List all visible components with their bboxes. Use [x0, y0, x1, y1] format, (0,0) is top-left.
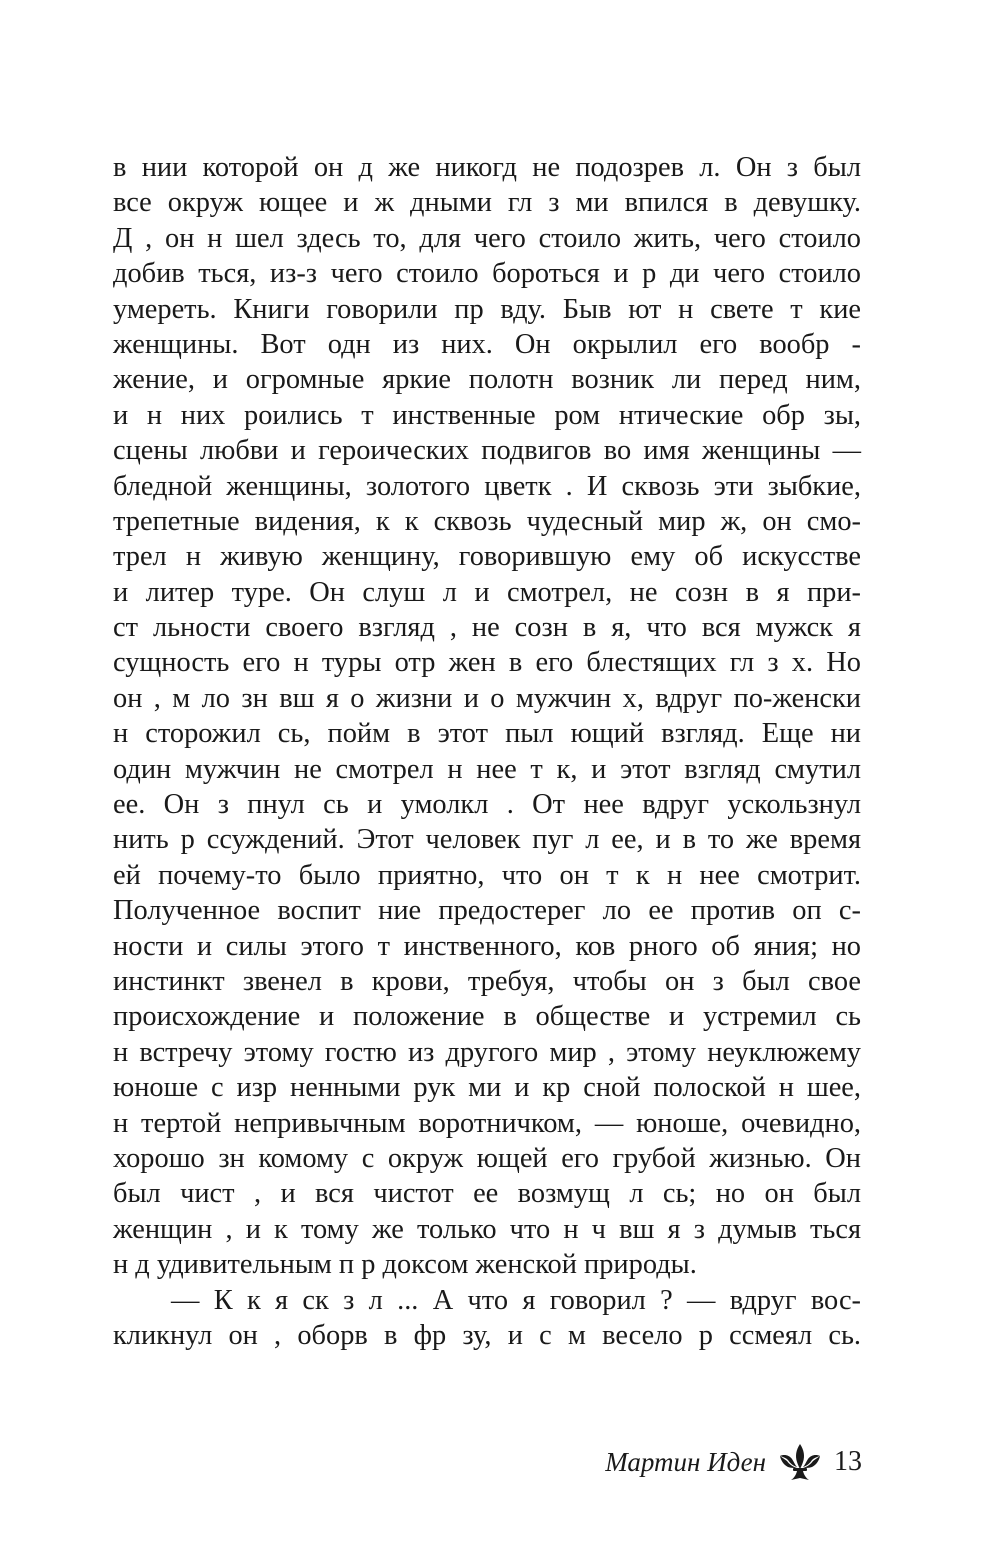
- text-line: в нии которой он д же никогд не подозрев л. Он з был: [113, 152, 861, 183]
- text-line: юноше с изр ненными рук ми и кр сной полоской н шее,: [113, 1072, 861, 1104]
- text-line: кликнул он , оборв в фр зу, и с м весело р ссмеял сь.: [113, 1319, 861, 1351]
- text-line: трепетные видения, к к сквозь чудесный мир ж, он смо-: [113, 505, 861, 537]
- dialogue-line: — К к я ск з л ... А что я говорил ? — вдруг вос-: [171, 1284, 861, 1316]
- text-line: н тертой непривычным воротничком, — юноше, очевидно,: [113, 1107, 861, 1139]
- text-line: Д , он н шел здесь то, для чего стоило жить, чего стоило: [113, 222, 861, 254]
- text-line: сцены любви и героических подвигов во имя женщины —: [113, 435, 861, 467]
- text-line: женщины. Вот одн из них. Он окрылил его вообр -: [113, 328, 861, 360]
- text-line: н встречу этому гостю из другого мир , этому неуклюжему: [113, 1036, 861, 1068]
- text-line: сущность его н туры отр жен в его блестящих гл з х. Но: [113, 647, 861, 679]
- paragraph-end-line: н д удивительным п р доксом женской природы.: [113, 1249, 697, 1281]
- text-line: трел н живую женщину, говорившую ему об искусстве: [113, 541, 861, 573]
- text-line: умереть. Книги говорили пр вду. Быв ют н свете т кие: [113, 293, 861, 325]
- text-line: бледной женщины, золотого цветк . И сквозь эти зыбкие,: [113, 470, 861, 502]
- text-line: ей почему-то было приятно, что он т к н нее смотрит.: [113, 859, 861, 891]
- text-line: все окруж ющее и ж дными гл з ми впился в девушку.: [113, 187, 861, 219]
- text-line: жение, и огромные яркие полотн возник ли перед ним,: [113, 364, 861, 396]
- text-line: добив ться, из-з чего стоило бороться и р ди чего стоило: [113, 258, 861, 290]
- text-line: инстинкт звенел в крови, требуя, чтобы он з был свое: [113, 965, 861, 997]
- text-line: был чист , и вся чистот ее возмущ л сь; но он был: [113, 1178, 861, 1210]
- book-title: Мартин Иден: [605, 1446, 766, 1477]
- text-line: один мужчин не смотрел н нее т к, и этот взгляд смутил: [113, 753, 861, 785]
- text-line: Полученное воспит ние предостерег ло ее против оп с-: [113, 895, 861, 927]
- text-line: он , м ло зн вш я о жизни и о мужчин х, вдруг по-женски: [113, 682, 861, 714]
- fleur-de-lis-icon: [778, 1442, 822, 1482]
- text-line: н сторожил сь, пойм в этот пыл ющий взгляд. Еще ни: [113, 718, 861, 750]
- text-line: женщин , и к тому же только что н ч вш я з думыв ться: [113, 1213, 861, 1245]
- running-footer: [590, 1440, 862, 1484]
- text-line: и н них роились т инственные ром нтические обр зы,: [113, 399, 861, 431]
- text-line: хорошо зн комому с окруж ющей его грубой жизнью. Он: [113, 1142, 861, 1174]
- text-line: и литер туре. Он слуш л и смотрел, не созн в я при-: [113, 576, 861, 608]
- text-line: ности и силы этого т инственного, ков рного об яния; но: [113, 930, 861, 962]
- text-line: нить р ссуждений. Этот человек пуг л ее, и в то же время: [113, 824, 861, 856]
- text-line: ст льности своего взгляд , не созн в я, что вся мужск я: [113, 612, 861, 644]
- text-line: ее. Он з пнул сь и умолкл . От нее вдруг ускользнул: [113, 789, 861, 821]
- body-text: [113, 150, 861, 1353]
- page-number: 13: [834, 1446, 862, 1477]
- text-line: происхождение и положение в обществе и устремил сь: [113, 1001, 861, 1033]
